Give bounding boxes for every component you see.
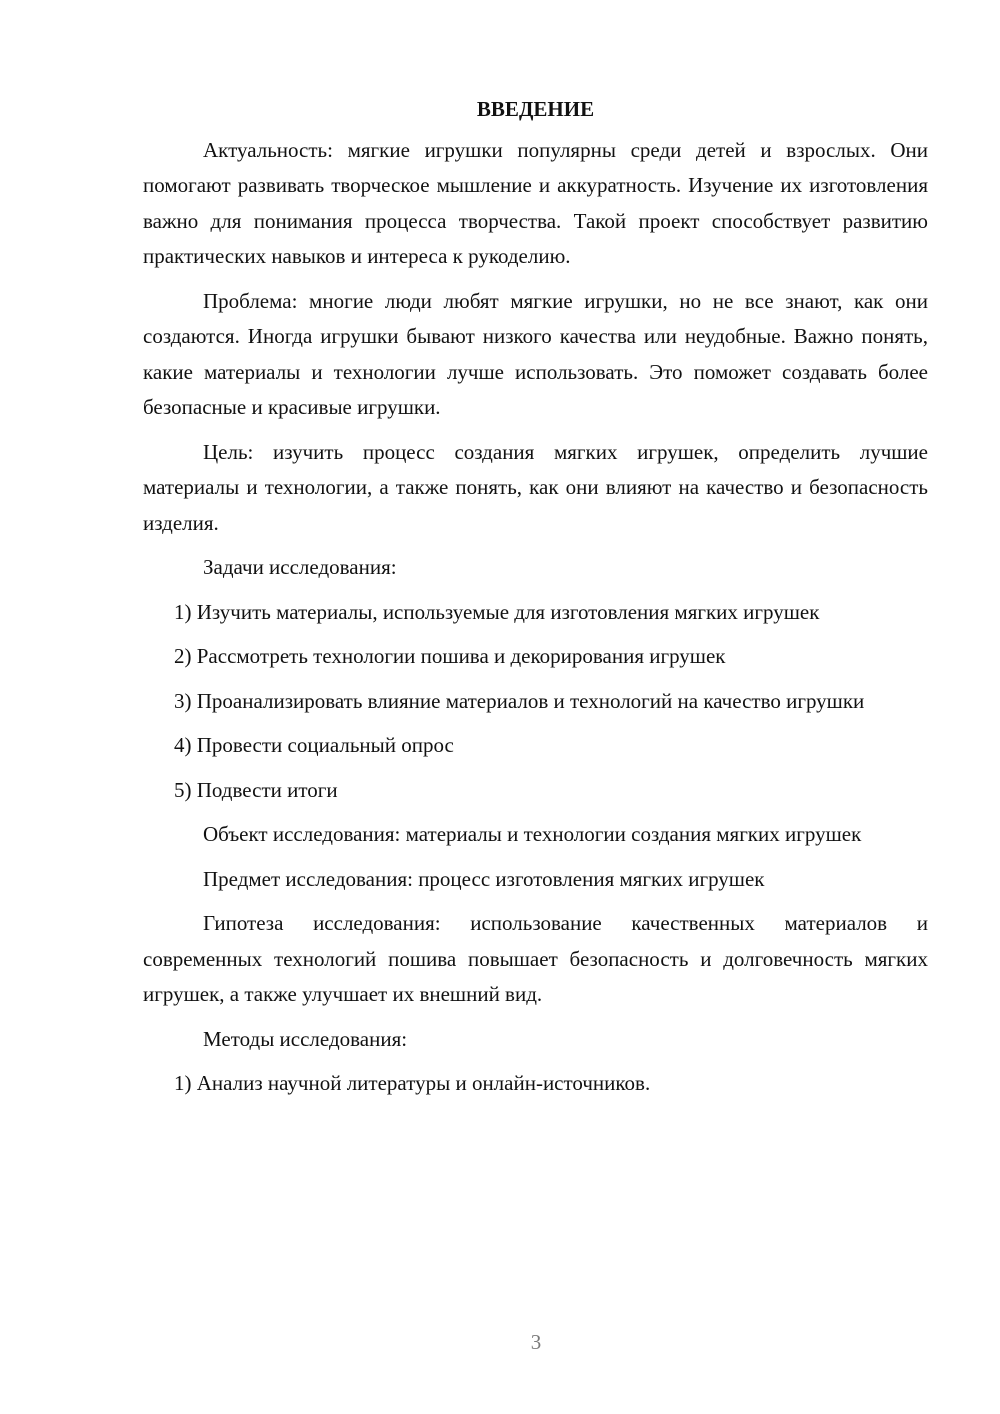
methods-heading: Методы исследования: (203, 1026, 408, 1051)
task-item-2: 2) Рассмотреть технологии пошива и декорирования игрушек (174, 644, 726, 668)
page-number: 3 (530, 1330, 542, 1354)
task-item-1: 1) Изучить материалы, используемые для изготовления мягких игрушек (174, 599, 820, 624)
paragraph-hypothesis: Гипотеза исследования: использование качественных материалов и современных технологий пошива повышает безопасность и долговечность мягких игрушек, а также улучшает их внешний вид. (143, 911, 928, 1006)
task-item-4: 4) Провести социальный опрос (174, 733, 454, 757)
method-item-1: 1) Анализ научной литературы и онлайн-источников. (174, 1071, 651, 1095)
document-page (143, 92, 928, 1111)
paragraph-relevance: Актуальность: мягкие игрушки популярны среди детей и взрослых. Они помогают развивать творческое мышление и аккуратность. Изучение их изготовления важно для понимания процесса творчества. Такой проект способствует развитию практических навыков и интереса к рукоделию. (143, 137, 928, 268)
paragraph-object: Объект исследования: материалы и технологии создания мягких игрушек (203, 822, 862, 846)
tasks-heading: Задачи исследования: (203, 555, 397, 579)
task-item-5: 5) Подвести итоги (174, 777, 338, 802)
paragraph-problem: Проблема: многие люди любят мягкие игрушки, но не все знают, как они создаются. Иногда игрушки бывают низкого качества или неудобные. Важно понять, какие материалы и технологии лучше использовать. Это поможет создавать более безопасные и красивые игрушки. (143, 288, 928, 419)
section-title: ВВЕДЕНИЕ (476, 97, 595, 121)
paragraph-goal: Цель: изучить процесс создания мягких игрушек, определить лучшие материалы и технологии, а также понять, как они влияют на качество и безопасность изделия. (143, 439, 928, 535)
paragraph-subject: Предмет исследования: процесс изготовления мягких игрушек (203, 866, 765, 891)
task-item-3: 3) Проанализировать влияние материалов и технологий на качество игрушки (174, 688, 865, 713)
